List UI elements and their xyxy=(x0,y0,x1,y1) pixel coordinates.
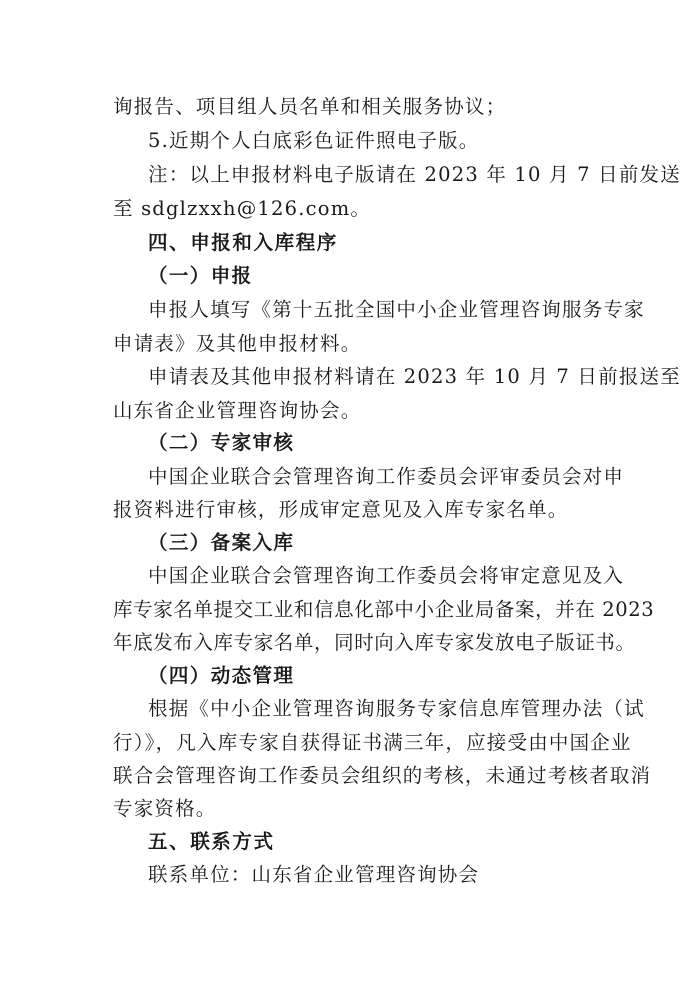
paragraph-line: 报资料进行审核，形成审定意见及入库专家名单。 xyxy=(113,498,569,521)
section-heading-5: 五、联系方式 xyxy=(148,830,275,853)
section-heading-4: 四、申报和入库程序 xyxy=(148,231,338,254)
subheading-record: （三）备案入库 xyxy=(148,531,295,554)
paragraph-line: 行）》，凡入库专家自获得证书满三年，应接受由中国企业 xyxy=(113,731,632,754)
paragraph-line: 山东省企业管理咨询协会。 xyxy=(113,399,362,422)
paragraph-line: 专家资格。 xyxy=(113,797,217,820)
paragraph-line: 联合会管理咨询工作委员会组织的考核，未通过考核者取消 xyxy=(113,764,652,787)
paragraph-line: 中国企业联合会管理咨询工作委员会评审委员会对申 xyxy=(148,465,625,488)
subheading-dynamic: （四）动态管理 xyxy=(148,664,295,687)
subheading-apply: （一）申报 xyxy=(148,264,253,287)
contact-unit-line: 联系单位：山东省企业管理咨询协会 xyxy=(148,863,480,886)
paragraph-line: 申请表及其他申报材料请在 2023 年 10 月 7 日前报送至 xyxy=(148,365,681,388)
paragraph-line-item-5: 5.近期个人白底彩色证件照电子版。 xyxy=(148,129,480,152)
paragraph-line: 年底发布入库专家名单，同时向入库专家发放电子版证书。 xyxy=(113,631,636,654)
paragraph-line: 根据《中小企业管理咨询服务专家信息库管理办法（试 xyxy=(148,697,645,720)
paragraph-line: 中国企业联合会管理咨询工作委员会将审定意见及入 xyxy=(148,564,625,587)
paragraph-line-note: 注：以上申报材料电子版请在 2023 年 10 月 7 日前发送 xyxy=(148,163,681,186)
paragraph-line: 申请表》及其他申报材料。 xyxy=(113,332,362,355)
paragraph-line: 库专家名单提交工业和信息化部中小企业局备案，并在 2023 xyxy=(113,598,655,621)
subheading-review: （二）专家审核 xyxy=(148,431,295,454)
paragraph-line: 申报人填写《第十五批全国中小企业管理咨询服务专家 xyxy=(148,298,645,321)
paragraph-line-materials-end: 询报告、项目组人员名单和相关服务协议； xyxy=(113,95,507,118)
paragraph-line-email: 至 sdglzxxh@126.com。 xyxy=(113,197,372,220)
